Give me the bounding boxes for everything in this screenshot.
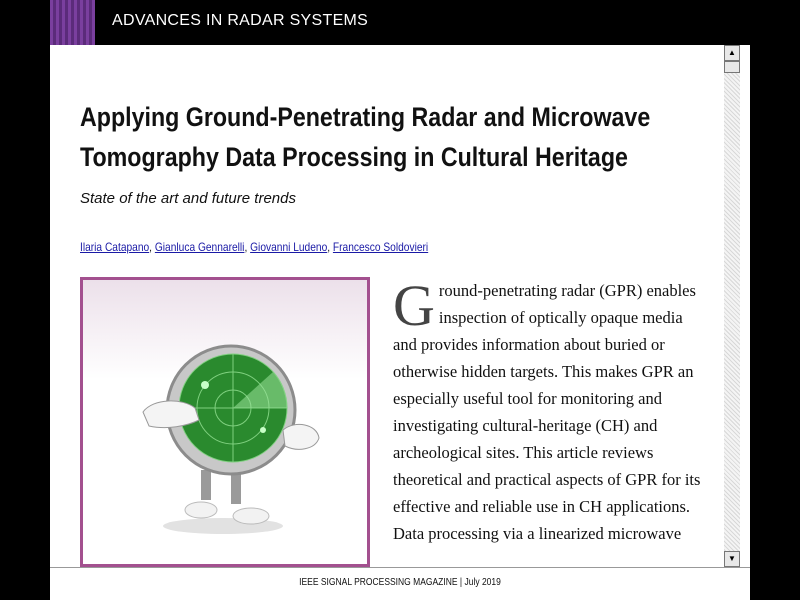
- author-link[interactable]: Giovanni Ludeno: [250, 240, 328, 254]
- author-link[interactable]: Ilaria Catapano: [80, 240, 150, 254]
- author-link[interactable]: Gianluca Gennarelli: [154, 240, 245, 254]
- body-paragraph: round-penetrating radar (GPR) enables inspection of optically opaque media and provides information about buried or otherwise hidden targets. This makes GPR an especially useful tool for monitoring and investigating cultural-heritage (CH) and archeological sites. This article reviews theoretical and practical aspects of GPR for its effective and reliable use in CH applications. Data processing via a linearized microwave: [393, 281, 701, 543]
- article-page: [50, 45, 724, 567]
- scroll-thumb[interactable]: [724, 61, 740, 73]
- footer-text: IEEE SIGNAL PROCESSING MAGAZINE | July 2019: [299, 577, 501, 588]
- magazine-header: [50, 0, 750, 45]
- header-accent-stripe: [50, 0, 95, 45]
- right-margin: [740, 45, 750, 567]
- scroll-down-icon[interactable]: ▼: [724, 551, 740, 567]
- section-title: ADVANCES IN RADAR SYSTEMS: [112, 12, 369, 29]
- article-illustration: [80, 277, 370, 567]
- drop-cap: G: [393, 273, 435, 338]
- page-footer: [50, 567, 750, 600]
- article-title: Applying Ground-Penetrating Radar and Microwave Tomography Data Processing in Cultural Heritage: [80, 102, 651, 172]
- article-subtitle: State of the art and future trends: [80, 190, 296, 207]
- author-list: Ilaria Catapano, Gianluca Gennarelli, Giovanni Ludeno, Francesco Soldovieri: [80, 240, 429, 254]
- vertical-scrollbar[interactable]: [724, 45, 740, 567]
- scroll-up-icon[interactable]: ▲: [724, 45, 740, 61]
- article-body: [393, 273, 703, 547]
- author-link[interactable]: Francesco Soldovieri: [332, 240, 429, 254]
- radar-character-illustration: [83, 280, 367, 564]
